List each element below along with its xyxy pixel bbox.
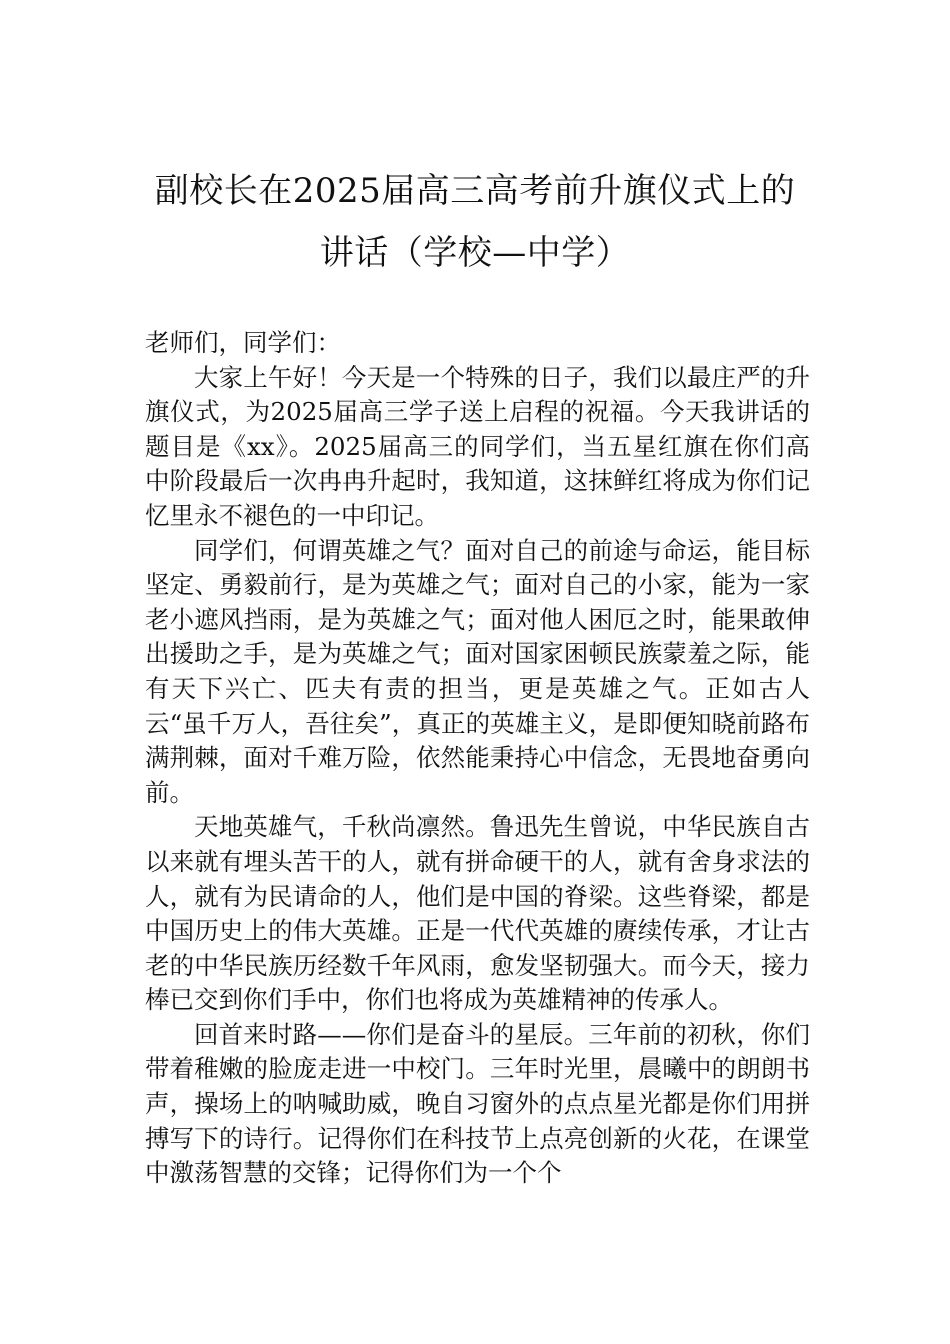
paragraph-2: 同学们，何谓英雄之气？面对自己的前途与命运，能目标坚定、勇毅前行，是为英雄之气；面对自己的小家，能为一家老小遮风挡雨，是为英雄之气；面对他人困厄之时，能果敢伸出援助之手，是为英雄之气；面对国家困顿民族蒙羞之际，能有天下兴亡、匹夫有责的担当，更是英雄之气。正如古人云“虽千万人，吾往矣”，真正的英雄主义，是即便知晓前路布满荆棘，面对千难万险，依然能秉持心中信念，无畏地奋勇向前。: [145, 535, 810, 807]
salutation: 老师们，同学们：: [145, 328, 341, 357]
title-line-1: 副校长在2025届高三高考前升旗仪式上的: [154, 171, 796, 211]
paragraph-1: 大家上午好！今天是一个特殊的日子，我们以最庄严的升旗仪式，为2025届高三学子送上启程的祝福。今天我讲话的题目是《xx》。2025届高三的同学们，当五星红旗在你们高中阶段最后一次冉冉升起时，我知道，这抹鲜红将成为你们记忆里永不褪色的一中印记。: [145, 362, 810, 530]
paragraph-3: 天地英雄气，千秋尚凛然。鲁迅先生曾说，中华民族自古以来就有埋头苦干的人，就有拼命硬干的人，就有舍身求法的人，就有为民请命的人，他们是中国的脊梁。这些脊梁，都是中国历史上的伟大英雄。正是一代代英雄的赓续传承，才让古老的中华民族历经数千年风雨，愈发坚韧强大。而今天，接力棒已交到你们手中，你们也将成为英雄精神的传承人。: [145, 812, 810, 1015]
title-line-2: 讲话（学校—中学）: [319, 233, 631, 273]
paragraph-4: 回首来时路——你们是奋斗的星辰。三年前的初秋，你们带着稚嫩的脸庞走进一中校门。三年时光里，晨曦中的朗朗书声，操场上的呐喊助威，晚自习窗外的点点星光都是你们用拼搏写下的诗行。记得你们在科技节上点亮创新的火花，在课堂中激荡智慧的交锋；记得你们为一个个: [145, 1019, 810, 1188]
document-body: [145, 326, 810, 1191]
document-title: [100, 160, 850, 284]
